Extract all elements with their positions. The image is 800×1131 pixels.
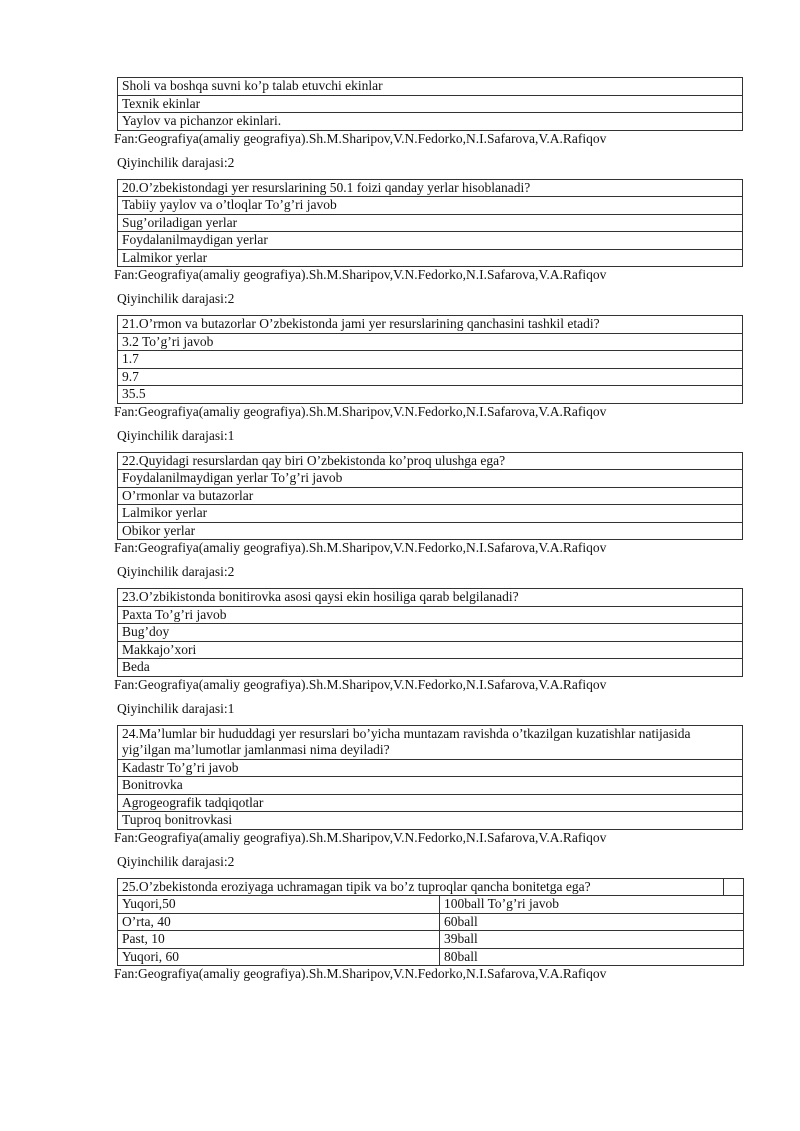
- table-row: [118, 316, 743, 334]
- table-row: [118, 78, 743, 96]
- table-row: [118, 232, 743, 250]
- answer-cell: 1.7: [118, 351, 743, 369]
- answer-cell: 35.5: [118, 386, 743, 404]
- table-row: [118, 368, 743, 386]
- answer-cell: Lalmikor yerlar: [118, 505, 743, 523]
- table-row: [118, 179, 743, 197]
- answer-table: [117, 77, 743, 131]
- table-row: [118, 522, 743, 540]
- answer-cell: O’rmonlar va butazorlar: [118, 487, 743, 505]
- table-row: [118, 931, 744, 949]
- table-row: [118, 725, 743, 759]
- answer-cell: Beda: [118, 659, 743, 677]
- difficulty-label: Qiyinchilik darajasi:2: [117, 154, 235, 170]
- difficulty-label: Qiyinchilik darajasi:1: [117, 700, 235, 716]
- answer-cell: 100ball To’g’ri javob: [440, 896, 744, 914]
- answer-cell: Obikor yerlar: [118, 522, 743, 540]
- question-table: [117, 588, 743, 677]
- table-row: [118, 249, 743, 267]
- answer-cell: Tuproq bonitrovkasi: [118, 812, 743, 830]
- table-row: [118, 487, 743, 505]
- table-row: [118, 589, 743, 607]
- table-row: [118, 386, 743, 404]
- difficulty-label: Qiyinchilik darajasi:1: [117, 427, 235, 443]
- question-cell: 20.O’zbekistondagi yer resurslarining 50.1 foizi qanday yerlar hisoblanadi?: [118, 179, 743, 197]
- source-line: Fan:Geografiya(amaliy geografiya).Sh.M.Sharipov,V.N.Fedorko,N.I.Safarova,V.A.Rafiqov: [114, 540, 607, 555]
- question-table: [117, 725, 743, 830]
- table-row: [118, 113, 743, 131]
- table-row: [118, 896, 744, 914]
- answer-cell: Bug’doy: [118, 624, 743, 642]
- answer-cell: 60ball: [440, 913, 744, 931]
- source-line: Fan:Geografiya(amaliy geografiya).Sh.M.Sharipov,V.N.Fedorko,N.I.Safarova,V.A.Rafiqov: [114, 966, 607, 981]
- answer-cell: Sholi va boshqa suvni ko’p talab etuvchi ekinlar: [118, 78, 743, 96]
- table-row: [118, 452, 743, 470]
- table-row: [118, 794, 743, 812]
- table-row: [118, 197, 743, 215]
- answer-cell: Lalmikor yerlar: [118, 249, 743, 267]
- answer-cell: Makkajo’xori: [118, 641, 743, 659]
- table-row: [118, 333, 743, 351]
- table-row: [118, 214, 743, 232]
- answer-cell: Foydalanilmaydigan yerlar To’g’ri javob: [118, 470, 743, 488]
- table-row: [118, 624, 743, 642]
- answer-cell: 9.7: [118, 368, 743, 386]
- difficulty-label: Qiyinchilik darajasi:2: [117, 853, 235, 869]
- question-table: [117, 878, 744, 967]
- question-cell: 21.O’rmon va butazorlar O’zbekistonda jami yer resurslarining qanchasini tashkil etadi?: [118, 316, 743, 334]
- table-row: [118, 470, 743, 488]
- answer-cell: O’rta, 40: [118, 913, 440, 931]
- empty-cell: [724, 878, 744, 896]
- page-content: [114, 77, 743, 981]
- table-row: [118, 913, 744, 931]
- answer-cell: Texnik ekinlar: [118, 95, 743, 113]
- table-row: [118, 948, 744, 966]
- answer-cell: 39ball: [440, 931, 744, 949]
- source-line: Fan:Geografiya(amaliy geografiya).Sh.M.Sharipov,V.N.Fedorko,N.I.Safarova,V.A.Rafiqov: [114, 403, 607, 419]
- source-line: Fan:Geografiya(amaliy geografiya).Sh.M.Sharipov,V.N.Fedorko,N.I.Safarova,V.A.Rafiqov: [114, 829, 607, 845]
- question-table: [117, 179, 743, 268]
- question-cell: 25.O’zbekistonda eroziyaga uchramagan tipik va bo’z tuproqlar qancha bonitetga ega?: [118, 878, 724, 896]
- table-row: [118, 878, 744, 896]
- answer-cell: Sug’oriladigan yerlar: [118, 214, 743, 232]
- table-row: [118, 641, 743, 659]
- table-row: [118, 777, 743, 795]
- answer-cell: 80ball: [440, 948, 744, 966]
- question-cell: 23.O’zbikistonda bonitirovka asosi qaysi ekin hosiliga qarab belgilanadi?: [118, 589, 743, 607]
- table-row: [118, 351, 743, 369]
- answer-cell: Past, 10: [118, 931, 440, 949]
- answer-cell: Bonitrovka: [118, 777, 743, 795]
- table-row: [118, 759, 743, 777]
- question-table: [117, 452, 743, 541]
- source-line: Fan:Geografiya(amaliy geografiya).Sh.M.Sharipov,V.N.Fedorko,N.I.Safarova,V.A.Rafiqov: [114, 130, 607, 146]
- source-line: Fan:Geografiya(amaliy geografiya).Sh.M.Sharipov,V.N.Fedorko,N.I.Safarova,V.A.Rafiqov: [114, 676, 607, 692]
- answer-cell: Foydalanilmaydigan yerlar: [118, 232, 743, 250]
- difficulty-label: Qiyinchilik darajasi:2: [117, 564, 235, 579]
- table-row: [118, 812, 743, 830]
- table-row: [118, 659, 743, 677]
- answer-cell: Tabiiy yaylov va o’tloqlar To’g’ri javob: [118, 197, 743, 215]
- answer-cell: Kadastr To’g’ri javob: [118, 759, 743, 777]
- answer-cell: Paxta To’g’ri javob: [118, 606, 743, 624]
- source-line: Fan:Geografiya(amaliy geografiya).Sh.M.Sharipov,V.N.Fedorko,N.I.Safarova,V.A.Rafiqov: [114, 267, 607, 282]
- question-cell: 22.Quyidagi resurslardan qay biri O’zbekistonda ko’proq ulushga ega?: [118, 452, 743, 470]
- answer-cell: 3.2 To’g’ri javob: [118, 333, 743, 351]
- table-row: [118, 505, 743, 523]
- answer-cell: Yuqori, 60: [118, 948, 440, 966]
- question-cell: 24.Ma’lumlar bir hududdagi yer resurslari bo’yicha muntazam ravishda o’tkazilgan kuzatishlar natijasida yig’ilgan ma’lumotlar jamlanmasi nima deyiladi?: [118, 725, 743, 759]
- answer-cell: Agrogeografik tadqiqotlar: [118, 794, 743, 812]
- table-row: [118, 95, 743, 113]
- question-table: [117, 315, 743, 404]
- answer-cell: Yaylov va pichanzor ekinlari.: [118, 113, 743, 131]
- answer-cell: Yuqori,50: [118, 896, 440, 914]
- difficulty-label: Qiyinchilik darajasi:2: [117, 291, 235, 306]
- table-row: [118, 606, 743, 624]
